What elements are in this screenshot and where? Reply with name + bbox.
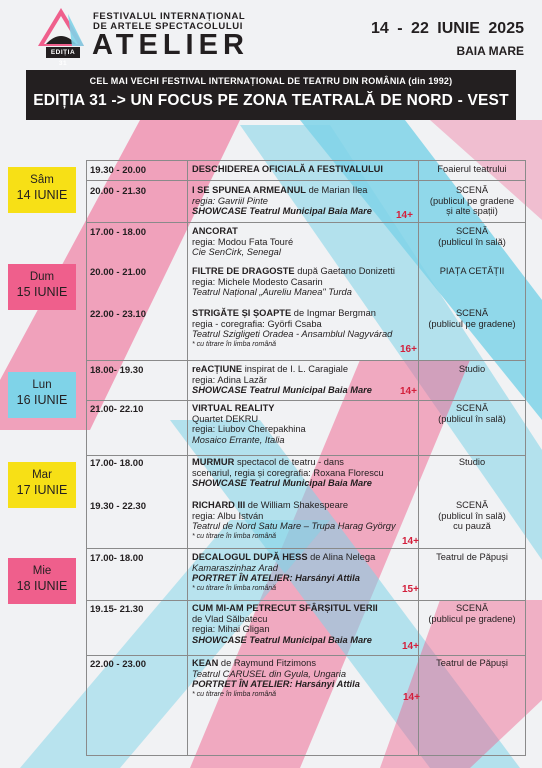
- event-title: KEAN: [192, 658, 219, 668]
- event-details: [192, 164, 383, 175]
- venue-line: cu pauză: [453, 521, 491, 532]
- event-venue: [420, 552, 524, 563]
- event-info-line: regia: Gavriil Pinte: [192, 195, 268, 206]
- event-subtitle-note: * cu titrare în limba română: [192, 584, 277, 592]
- event-showcase: SHOWCASE Teatrul Municipal Baia Mare: [192, 385, 372, 396]
- venue-line: Teatrul de Păpuși: [436, 552, 508, 562]
- day-label: [8, 462, 76, 508]
- event-info-line: scenariul, regia și coregrafia: Roxana Florescu: [192, 467, 384, 478]
- event-time: 22.00 - 23.10: [90, 309, 146, 320]
- day-date: 15 IUNIE: [16, 285, 68, 299]
- event-title: DESCHIDEREA OFICIALĂ A FESTIVALULUI: [192, 164, 383, 174]
- day-date: 17 IUNIE: [16, 483, 68, 497]
- day-name: Mie: [32, 565, 52, 577]
- venue-line: Studio: [458, 364, 486, 374]
- venue-line: Foaierul teatrului: [437, 164, 507, 174]
- event-info-line: regia: Adina Lazăr: [192, 374, 267, 385]
- event-details: [192, 364, 372, 396]
- banner-subtitle: CEL MAI VECHI FESTIVAL INTERNAȚIONAL DE TEATRU DIN ROMÂNIA (din 1992): [89, 76, 453, 86]
- festival-logo: [38, 8, 84, 48]
- event-time: 20.00 - 21.00: [90, 267, 146, 278]
- venue-line: SCENĂ: [455, 185, 489, 195]
- event-venue: [420, 457, 524, 468]
- event-details: [192, 185, 372, 217]
- event-details: [192, 308, 392, 349]
- event-time: 19.30 - 20.00: [90, 165, 146, 176]
- event-info-line: regia: Albu István: [192, 510, 264, 521]
- event-title-line: [192, 308, 392, 319]
- festival-name: ATELIER: [92, 29, 249, 61]
- event-info-line: Quartet DEKRU: [192, 413, 259, 424]
- venue-line: SCENĂ: [455, 603, 489, 613]
- row-divider: [86, 600, 526, 601]
- venue-line: și alte spații): [446, 206, 498, 217]
- age-rating: 16+: [400, 344, 417, 355]
- venue-line: Studio: [458, 457, 486, 467]
- venue-line: SCENĂ: [455, 500, 489, 510]
- event-title-line: [192, 500, 396, 511]
- event-venue: [420, 500, 524, 532]
- event-title: MURMUR: [192, 457, 235, 467]
- event-info-line: Cie SenCirk, Senegal: [192, 247, 281, 258]
- age-rating: 14+: [396, 210, 413, 221]
- venue-line: (publicul pe gradene): [428, 318, 516, 329]
- festival-line-2: DE ARTELE SPECTACOLULUI: [93, 21, 243, 32]
- event-showcase: SHOWCASE Teatrul Municipal Baia Mare: [192, 634, 372, 645]
- column-divider: [418, 160, 419, 756]
- event-title: ANCORAT: [192, 226, 238, 236]
- event-details: [192, 658, 360, 699]
- festival-city: BAIA MARE: [456, 44, 524, 58]
- festival-dates: 14 - 22 IUNIE 2025: [371, 20, 524, 37]
- event-details: [192, 603, 378, 645]
- venue-line: (publicul pe gradene: [429, 195, 515, 206]
- event-info-line: Teatrul Szigligeti Oradea - Ansamblul Nagyvárad: [192, 329, 393, 340]
- event-info-line: Teatrul Național „Aureliu Manea" Turda: [192, 287, 352, 298]
- event-showcase: SHOWCASE Teatrul Municipal Baia Mare: [192, 478, 372, 489]
- event-title-line: [192, 185, 372, 196]
- day-label: [8, 372, 76, 418]
- day-label: [8, 264, 76, 310]
- event-time: 17.00 - 18.00: [90, 227, 146, 238]
- event-time: 19.30 - 22.30: [90, 501, 146, 512]
- row-divider: [86, 400, 526, 401]
- event-details: [192, 552, 375, 593]
- event-venue: [420, 185, 524, 217]
- event-time: 22.00 - 23.00: [90, 659, 146, 670]
- day-date: 18 IUNIE: [16, 579, 68, 593]
- banner-title: EDIȚIA 31 -> UN FOCUS PE ZONA TEATRALĂ DE NORD - VEST: [33, 92, 509, 109]
- event-subtitle-note: * cu titrare în limba română: [192, 532, 277, 540]
- event-title: STRIGĂTE ȘI ȘOAPTE: [192, 308, 292, 318]
- event-info-line: regia: Liubov Cherepakhina: [192, 424, 306, 435]
- event-venue: [420, 164, 524, 175]
- event-showcase: PORTRET ÎN ATELIER: Harsányi Attila: [192, 679, 360, 690]
- venue-line: (publicul în sală): [438, 413, 506, 424]
- event-title: VIRTUAL REALITY: [192, 403, 275, 413]
- event-venue: [420, 266, 524, 277]
- event-venue: [420, 403, 524, 424]
- event-details: [192, 457, 384, 489]
- event-title-line: [192, 164, 383, 175]
- event-title-line: [192, 364, 372, 375]
- event-title: CUM MI-AM PETRECUT SFÂRȘITUL VERII: [192, 603, 378, 613]
- edition-banner: [26, 70, 516, 120]
- event-venue: [420, 658, 524, 669]
- venue-line: SCENĂ: [455, 226, 489, 236]
- event-author: de William Shakespeare: [245, 500, 349, 510]
- day-date: 16 IUNIE: [16, 393, 68, 407]
- event-title: I SE SPUNEA ARMEANUL: [192, 185, 306, 195]
- row-divider: [86, 548, 526, 549]
- event-time: 20.00 - 21.30: [90, 186, 146, 197]
- event-info-line: Mosaico Errante, Italia: [192, 434, 285, 445]
- event-info-line: Teatrul CARUSEL din Gyula, Ungaria: [192, 668, 346, 679]
- event-info-line: Kamaraszinhaz Arad: [192, 562, 278, 573]
- event-details: [192, 403, 306, 445]
- row-divider: [86, 180, 526, 181]
- day-name: Mar: [32, 469, 52, 481]
- day-label: [8, 167, 76, 213]
- event-title-line: [192, 403, 306, 414]
- venue-line: (publicul pe gradene): [428, 613, 516, 624]
- event-author: de Marian Ilea: [305, 185, 368, 195]
- age-rating: 14+: [402, 536, 419, 547]
- event-details: [192, 500, 396, 541]
- event-time: 17.00- 18.00: [90, 553, 144, 564]
- event-title-line: [192, 603, 378, 614]
- event-info-line: regia: Michele Modesto Casarin: [192, 276, 323, 287]
- event-details: [192, 226, 293, 258]
- festival-line-1: FESTIVALUL INTERNAȚIONAL: [93, 11, 246, 22]
- event-author: spectacol de teatru - dans: [234, 457, 344, 467]
- row-divider: [86, 222, 526, 223]
- venue-line: SCENĂ: [455, 403, 489, 413]
- event-author: de Alina Nelega: [307, 552, 376, 562]
- event-time: 18.00- 19.30: [90, 365, 144, 376]
- day-name: Lun: [32, 379, 52, 391]
- event-subtitle-note: * cu titrare în limba română: [192, 690, 277, 698]
- event-title: RICHARD III: [192, 500, 246, 510]
- event-author: de Raymund Fitzimons: [218, 658, 316, 668]
- day-name: Sâm: [30, 174, 54, 186]
- row-divider: [86, 455, 526, 456]
- age-rating: 14+: [400, 386, 417, 397]
- event-time: 21.00- 22.10: [90, 404, 144, 415]
- event-title-line: [192, 266, 395, 277]
- event-venue: [420, 308, 524, 329]
- event-venue: [420, 603, 524, 624]
- event-title: FILTRE DE DRAGOSTE: [192, 266, 295, 276]
- venue-line: PIAȚA CETĂȚII: [439, 266, 505, 276]
- event-author: de Ingmar Bergman: [291, 308, 376, 318]
- event-author: după Gaetano Donizetti: [294, 266, 395, 276]
- event-info-line: de Vlad Sălbatecu: [192, 613, 268, 624]
- event-info-line: regia - coregrafia: Györfi Csaba: [192, 318, 322, 329]
- event-time: 19.15- 21.30: [90, 604, 144, 615]
- event-title: reACȚIUNE: [192, 364, 243, 374]
- event-showcase: SHOWCASE Teatrul Municipal Baia Mare: [192, 206, 372, 217]
- event-title-line: [192, 658, 360, 669]
- day-label: [8, 558, 76, 604]
- event-subtitle-note: * cu titrare în limba română: [192, 340, 277, 348]
- age-rating: 15+: [402, 584, 419, 595]
- day-name: Dum: [29, 271, 55, 283]
- event-details: [192, 266, 395, 298]
- edition-badge: EDIȚIA 31: [46, 47, 80, 58]
- event-info-line: regia: Modou Fata Touré: [192, 236, 294, 247]
- venue-line: (publicul în sală): [438, 510, 506, 521]
- event-info-line: regia: Mihai Gligan: [192, 624, 270, 635]
- event-author: inspirat de I. L. Caragiale: [242, 364, 349, 374]
- event-showcase: PORTRET ÎN ATELIER: Harsányi Attila: [192, 573, 360, 584]
- venue-line: Teatrul de Păpuși: [436, 658, 508, 668]
- event-title: DECALOGUL DUPĂ HESS: [192, 552, 308, 562]
- event-title-line: [192, 552, 375, 563]
- age-rating: 14+: [403, 692, 420, 703]
- event-info-line: Teatrul de Nord Satu Mare – Trupa Harag György: [192, 521, 396, 532]
- event-title-line: [192, 226, 293, 237]
- venue-line: (publicul în sală): [438, 236, 506, 247]
- event-venue: [420, 364, 524, 375]
- event-title-line: [192, 457, 384, 468]
- column-divider: [187, 160, 188, 756]
- event-time: 17.00- 18.00: [90, 458, 144, 469]
- day-date: 14 IUNIE: [16, 188, 68, 202]
- row-divider: [86, 655, 526, 656]
- row-divider: [86, 360, 526, 361]
- age-rating: 14+: [402, 641, 419, 652]
- event-venue: [420, 226, 524, 247]
- venue-line: SCENĂ: [455, 308, 489, 318]
